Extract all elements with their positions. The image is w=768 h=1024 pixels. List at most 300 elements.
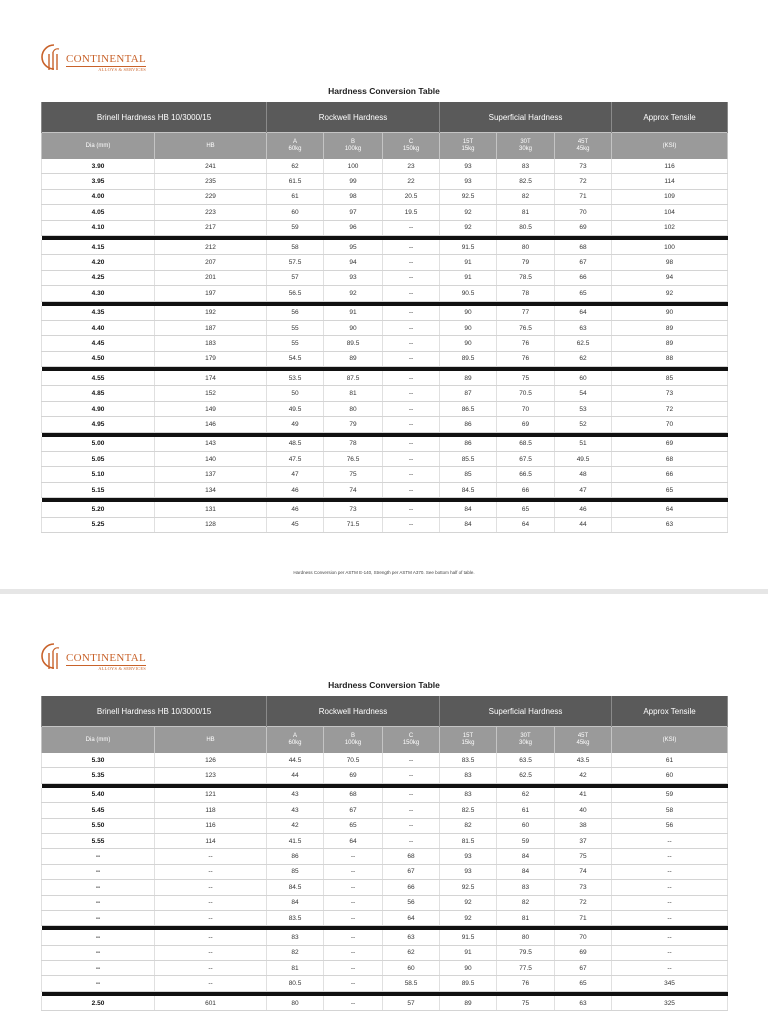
table-cell: 79 xyxy=(497,255,555,270)
table-cell: 64 xyxy=(324,833,383,848)
table-cell: 57 xyxy=(267,270,324,285)
table-cell: 72 xyxy=(555,895,612,910)
table-row xyxy=(42,864,728,879)
table-cell: 114 xyxy=(155,833,267,848)
table-cell: 118 xyxy=(155,803,267,818)
table-cell: -- xyxy=(42,895,155,910)
table-cell: -- xyxy=(612,849,728,864)
table-cell: 56.5 xyxy=(267,286,324,301)
table-cell: 91 xyxy=(440,270,497,285)
page-title: Hardness Conversion Table xyxy=(328,680,440,690)
table-cell: -- xyxy=(324,880,383,895)
table-cell: 45 xyxy=(267,517,324,532)
table-cell: 47.5 xyxy=(267,452,324,467)
table-cell: 54 xyxy=(555,386,612,401)
table-row xyxy=(42,945,728,960)
table-cell: 92 xyxy=(440,910,497,925)
table-row xyxy=(42,788,728,803)
table-cell: 4.50 xyxy=(42,351,155,366)
brinell-group-header: Brinell Hardness HB 10/3000/15 xyxy=(42,696,267,727)
table-cell: 89.5 xyxy=(440,976,497,991)
table-cell: -- xyxy=(383,255,440,270)
table-cell: -- xyxy=(324,930,383,945)
hb-header: HB xyxy=(155,133,267,160)
table-cell: 37 xyxy=(555,833,612,848)
table-cell: 42 xyxy=(555,768,612,783)
table-cell: 67 xyxy=(383,864,440,879)
table-cell: 20.5 xyxy=(383,189,440,204)
table-cell: -- xyxy=(383,371,440,386)
table-cell: 62.5 xyxy=(555,336,612,351)
page-2 xyxy=(0,594,768,1024)
table-cell: 70 xyxy=(612,417,728,432)
table-cell: 43 xyxy=(267,788,324,803)
table-cell: 46 xyxy=(267,502,324,517)
table-cell: -- xyxy=(612,910,728,925)
table-cell: 64 xyxy=(612,502,728,517)
table-cell: 80 xyxy=(324,401,383,416)
table-cell: 345 xyxy=(612,976,728,991)
table-cell: 89 xyxy=(440,996,497,1011)
table-cell: 59 xyxy=(497,833,555,848)
b-header: B 100kg xyxy=(324,133,383,160)
table-cell: 3.90 xyxy=(42,159,155,174)
table-row xyxy=(42,306,728,321)
table-cell: -- xyxy=(383,482,440,497)
table-cell: 48.5 xyxy=(267,437,324,452)
table-cell: 69 xyxy=(612,437,728,452)
table-cell: -- xyxy=(383,240,440,255)
table-cell: 121 xyxy=(155,788,267,803)
table-cell: 91 xyxy=(440,945,497,960)
table-cell: 90 xyxy=(324,320,383,335)
continental-logo xyxy=(40,641,146,671)
table-cell: 50 xyxy=(267,386,324,401)
table-cell: 4.85 xyxy=(42,386,155,401)
table-cell: 84 xyxy=(497,864,555,879)
table-cell: 80 xyxy=(267,996,324,1011)
table-row xyxy=(42,240,728,255)
table-cell: 38 xyxy=(555,818,612,833)
table-cell: -- xyxy=(383,401,440,416)
table-cell: 74 xyxy=(555,864,612,879)
table-cell: 81 xyxy=(324,386,383,401)
table-cell: 68 xyxy=(324,788,383,803)
table-cell: 85 xyxy=(612,371,728,386)
table-cell: -- xyxy=(612,961,728,976)
table-cell: -- xyxy=(42,961,155,976)
table-row xyxy=(42,417,728,432)
table-cell: 64 xyxy=(497,517,555,532)
table-cell: 85.5 xyxy=(440,452,497,467)
table-row xyxy=(42,895,728,910)
table-cell: 62 xyxy=(555,351,612,366)
table-cell: 44 xyxy=(555,517,612,532)
table-cell: 90 xyxy=(440,961,497,976)
table-row xyxy=(42,437,728,452)
table-cell: -- xyxy=(324,945,383,960)
table-cell: 89.5 xyxy=(324,336,383,351)
table-cell: 80.5 xyxy=(497,220,555,235)
15t-header: 15T 15kg xyxy=(440,133,497,160)
table-cell: 47 xyxy=(267,467,324,482)
table-cell: -- xyxy=(155,910,267,925)
table-cell: -- xyxy=(383,753,440,768)
table-cell: 46 xyxy=(267,482,324,497)
table-cell: 2.50 xyxy=(42,996,155,1011)
table-cell: 116 xyxy=(612,159,728,174)
table-cell: 42 xyxy=(267,818,324,833)
table-cell: -- xyxy=(324,864,383,879)
table-cell: 49 xyxy=(267,417,324,432)
table-cell: 5.00 xyxy=(42,437,155,452)
table-cell: 22 xyxy=(383,174,440,189)
a-header: A 60kg xyxy=(267,133,324,160)
table-cell: 82.5 xyxy=(440,803,497,818)
table-cell: 47 xyxy=(555,482,612,497)
table-cell: 102 xyxy=(612,220,728,235)
table-cell: 91 xyxy=(324,306,383,321)
table-cell: 73 xyxy=(612,386,728,401)
table-cell: 92 xyxy=(440,205,497,220)
table-cell: 92 xyxy=(440,895,497,910)
table-cell: -- xyxy=(612,880,728,895)
rockwell-group-header: Rockwell Hardness xyxy=(267,102,440,133)
table-cell: 192 xyxy=(155,306,267,321)
superficial-group-header: Superficial Hardness xyxy=(440,102,612,133)
table-cell: 207 xyxy=(155,255,267,270)
table-row xyxy=(42,351,728,366)
table-cell: 85 xyxy=(440,467,497,482)
table-cell: 75 xyxy=(555,849,612,864)
table-cell: 93 xyxy=(440,174,497,189)
table-cell: -- xyxy=(383,386,440,401)
table-cell: 62 xyxy=(267,159,324,174)
table-cell: 174 xyxy=(155,371,267,386)
table-cell: -- xyxy=(383,502,440,517)
table-cell: 61 xyxy=(497,803,555,818)
table-cell: 62.5 xyxy=(497,768,555,783)
table-cell: -- xyxy=(155,961,267,976)
table-cell: 104 xyxy=(612,205,728,220)
table-cell: -- xyxy=(42,864,155,879)
b-header: B 100kg xyxy=(324,727,383,754)
tensile-group-header: Approx Tensile xyxy=(612,102,728,133)
table-row xyxy=(42,401,728,416)
table-cell: 66 xyxy=(497,482,555,497)
table-cell: 92 xyxy=(612,286,728,301)
hardness-table-2 xyxy=(41,696,728,1011)
table-cell: 79 xyxy=(324,417,383,432)
table-cell: -- xyxy=(383,467,440,482)
table-cell: 75 xyxy=(324,467,383,482)
c-header: C 150kg xyxy=(383,727,440,754)
table-cell: 78.5 xyxy=(497,270,555,285)
table-cell: 4.35 xyxy=(42,306,155,321)
table-cell: 66 xyxy=(383,880,440,895)
table-cell: 5.45 xyxy=(42,803,155,818)
rockwell-group-header: Rockwell Hardness xyxy=(267,696,440,727)
page-title: Hardness Conversion Table xyxy=(328,86,440,96)
table-body-1 xyxy=(42,159,728,532)
table-cell: 49.5 xyxy=(267,401,324,416)
table-cell: 94 xyxy=(324,255,383,270)
table-cell: 85 xyxy=(267,864,324,879)
table-cell: 65 xyxy=(555,286,612,301)
table-row xyxy=(42,270,728,285)
table-cell: 325 xyxy=(612,996,728,1011)
table-cell: 83.5 xyxy=(267,910,324,925)
table-row xyxy=(42,482,728,497)
table-cell: 77 xyxy=(497,306,555,321)
table-cell: -- xyxy=(612,930,728,945)
table-row xyxy=(42,189,728,204)
table-cell: 76.5 xyxy=(324,452,383,467)
table-cell: 223 xyxy=(155,205,267,220)
table-cell: 80.5 xyxy=(267,976,324,991)
table-row xyxy=(42,255,728,270)
table-cell: 44.5 xyxy=(267,753,324,768)
table-cell: 5.25 xyxy=(42,517,155,532)
table-cell: 61.5 xyxy=(267,174,324,189)
table-cell: -- xyxy=(324,849,383,864)
table-cell: -- xyxy=(42,976,155,991)
table-cell: 5.05 xyxy=(42,452,155,467)
table-cell: 4.55 xyxy=(42,371,155,386)
table-cell: 187 xyxy=(155,320,267,335)
dia-header: Dia (mm) xyxy=(42,727,155,754)
table-cell: 89 xyxy=(612,320,728,335)
logo-name: CONTINENTAL xyxy=(66,52,147,65)
table-cell: 43 xyxy=(267,803,324,818)
table-cell: 52 xyxy=(555,417,612,432)
table-cell: -- xyxy=(42,880,155,895)
table-cell: 78 xyxy=(497,286,555,301)
table-cell: 93 xyxy=(440,159,497,174)
table-row xyxy=(42,371,728,386)
table-cell: 66 xyxy=(612,467,728,482)
ksi-header: (KSI) xyxy=(612,727,728,754)
table-cell: 68.5 xyxy=(497,437,555,452)
table-cell: 63 xyxy=(383,930,440,945)
table-cell: 201 xyxy=(155,270,267,285)
table-cell: 79.5 xyxy=(497,945,555,960)
table-cell: 76 xyxy=(497,336,555,351)
table-row xyxy=(42,976,728,991)
table-cell: 84 xyxy=(497,849,555,864)
table-cell: -- xyxy=(383,351,440,366)
table-cell: 3.95 xyxy=(42,174,155,189)
table-cell: 92 xyxy=(440,220,497,235)
table-cell: 5.20 xyxy=(42,502,155,517)
table-row xyxy=(42,320,728,335)
hb-header: HB xyxy=(155,727,267,754)
table-cell: 89 xyxy=(612,336,728,351)
table-cell: 84.5 xyxy=(267,880,324,895)
table-cell: 63 xyxy=(555,996,612,1011)
table-cell: 73 xyxy=(555,159,612,174)
table-cell: 73 xyxy=(555,880,612,895)
table-cell: 80 xyxy=(497,930,555,945)
table-cell: 63 xyxy=(612,517,728,532)
table-cell: 72 xyxy=(555,174,612,189)
table-row xyxy=(42,910,728,925)
table-cell: 71.5 xyxy=(324,517,383,532)
table-cell: 91.5 xyxy=(440,240,497,255)
table-cell: 41 xyxy=(555,788,612,803)
table-row xyxy=(42,996,728,1011)
table-cell: 241 xyxy=(155,159,267,174)
table-cell: 58 xyxy=(267,240,324,255)
logo-mark-icon xyxy=(40,42,64,72)
table-cell: 56 xyxy=(383,895,440,910)
table-row xyxy=(42,220,728,235)
table-cell: 89 xyxy=(324,351,383,366)
table-cell: 90 xyxy=(612,306,728,321)
table-cell: 92.5 xyxy=(440,189,497,204)
table-row xyxy=(42,768,728,783)
table-cell: -- xyxy=(324,996,383,1011)
table-cell: 70 xyxy=(555,205,612,220)
table-cell: 83 xyxy=(497,159,555,174)
table-row xyxy=(42,961,728,976)
table-cell: 84 xyxy=(440,502,497,517)
table-row xyxy=(42,452,728,467)
table-cell: 97 xyxy=(324,205,383,220)
table-cell: 197 xyxy=(155,286,267,301)
table-cell: -- xyxy=(324,895,383,910)
table-cell: 55 xyxy=(267,320,324,335)
logo-subtitle: ALLOYS & SERVICES xyxy=(98,66,147,72)
table-row xyxy=(42,833,728,848)
logo-mark-icon xyxy=(40,641,64,671)
table-cell: 59 xyxy=(612,788,728,803)
table-cell: 4.15 xyxy=(42,240,155,255)
table-cell: 84.5 xyxy=(440,482,497,497)
table-cell: 93 xyxy=(440,864,497,879)
table-row xyxy=(42,753,728,768)
table-row xyxy=(42,517,728,532)
table-cell: 95 xyxy=(324,240,383,255)
table-cell: 46 xyxy=(555,502,612,517)
table-cell: 5.35 xyxy=(42,768,155,783)
table-cell: 58 xyxy=(612,803,728,818)
table-cell: -- xyxy=(383,452,440,467)
table-cell: -- xyxy=(383,336,440,351)
table-row xyxy=(42,336,728,351)
table-cell: 56 xyxy=(612,818,728,833)
table-cell: 54.5 xyxy=(267,351,324,366)
table-cell: 90 xyxy=(440,306,497,321)
table-cell: 87.5 xyxy=(324,371,383,386)
table-cell: 71 xyxy=(555,189,612,204)
table-row xyxy=(42,205,728,220)
table-cell: 123 xyxy=(155,768,267,783)
table-cell: 57 xyxy=(383,996,440,1011)
table-cell: -- xyxy=(383,437,440,452)
table-cell: 75 xyxy=(497,371,555,386)
table-cell: 64 xyxy=(383,910,440,925)
table-cell: -- xyxy=(383,768,440,783)
table-cell: 68 xyxy=(555,240,612,255)
table-cell: 83 xyxy=(440,768,497,783)
table-cell: -- xyxy=(42,910,155,925)
table-cell: 149 xyxy=(155,401,267,416)
table-cell: 179 xyxy=(155,351,267,366)
table-cell: -- xyxy=(155,849,267,864)
table-cell: 69 xyxy=(555,220,612,235)
15t-header: 15T 15kg xyxy=(440,727,497,754)
tensile-group-header: Approx Tensile xyxy=(612,696,728,727)
table-cell: 87 xyxy=(440,386,497,401)
table-cell: 69 xyxy=(555,945,612,960)
table-cell: 91.5 xyxy=(440,930,497,945)
table-cell: 235 xyxy=(155,174,267,189)
table-cell: 63 xyxy=(555,320,612,335)
table-cell: 83 xyxy=(497,880,555,895)
table-cell: 61 xyxy=(612,753,728,768)
table-cell: 100 xyxy=(324,159,383,174)
dia-header: Dia (mm) xyxy=(42,133,155,160)
table-cell: 143 xyxy=(155,437,267,452)
table-cell: 86 xyxy=(440,437,497,452)
30t-header: 30T 30kg xyxy=(497,133,555,160)
table-cell: -- xyxy=(383,833,440,848)
table-cell: -- xyxy=(155,976,267,991)
table-cell: -- xyxy=(383,788,440,803)
table-cell: 65 xyxy=(497,502,555,517)
table-cell: -- xyxy=(383,517,440,532)
table-cell: 81 xyxy=(497,205,555,220)
table-cell: 4.40 xyxy=(42,320,155,335)
table-cell: 94 xyxy=(612,270,728,285)
table-cell: 77.5 xyxy=(497,961,555,976)
table-cell: 89 xyxy=(440,371,497,386)
superficial-group-header: Superficial Hardness xyxy=(440,696,612,727)
table-row xyxy=(42,174,728,189)
table-cell: 65 xyxy=(324,818,383,833)
table-cell: 90 xyxy=(440,320,497,335)
table-cell: 5.40 xyxy=(42,788,155,803)
table-cell: 601 xyxy=(155,996,267,1011)
table-cell: 76.5 xyxy=(497,320,555,335)
table-cell: 66.5 xyxy=(497,467,555,482)
table-cell: 89.5 xyxy=(440,351,497,366)
table-cell: 58.5 xyxy=(383,976,440,991)
table-cell: -- xyxy=(383,306,440,321)
30t-header: 30T 30kg xyxy=(497,727,555,754)
table-cell: 81 xyxy=(497,910,555,925)
table-cell: 212 xyxy=(155,240,267,255)
table-cell: 60 xyxy=(555,371,612,386)
table-cell: 83.5 xyxy=(440,753,497,768)
table-cell: 83 xyxy=(440,788,497,803)
logo-subtitle: ALLOYS & SERVICES xyxy=(98,665,147,671)
table-cell: -- xyxy=(42,930,155,945)
table-row xyxy=(42,467,728,482)
table-cell: 60 xyxy=(267,205,324,220)
continental-logo xyxy=(40,42,146,72)
table-cell: 59 xyxy=(267,220,324,235)
table-cell: 92 xyxy=(324,286,383,301)
table-cell: 73 xyxy=(324,502,383,517)
table-cell: 82 xyxy=(267,945,324,960)
table-cell: 23 xyxy=(383,159,440,174)
table-cell: 90.5 xyxy=(440,286,497,301)
logo-name: CONTINENTAL xyxy=(66,651,147,664)
table-cell: 63.5 xyxy=(497,753,555,768)
table-cell: 4.05 xyxy=(42,205,155,220)
